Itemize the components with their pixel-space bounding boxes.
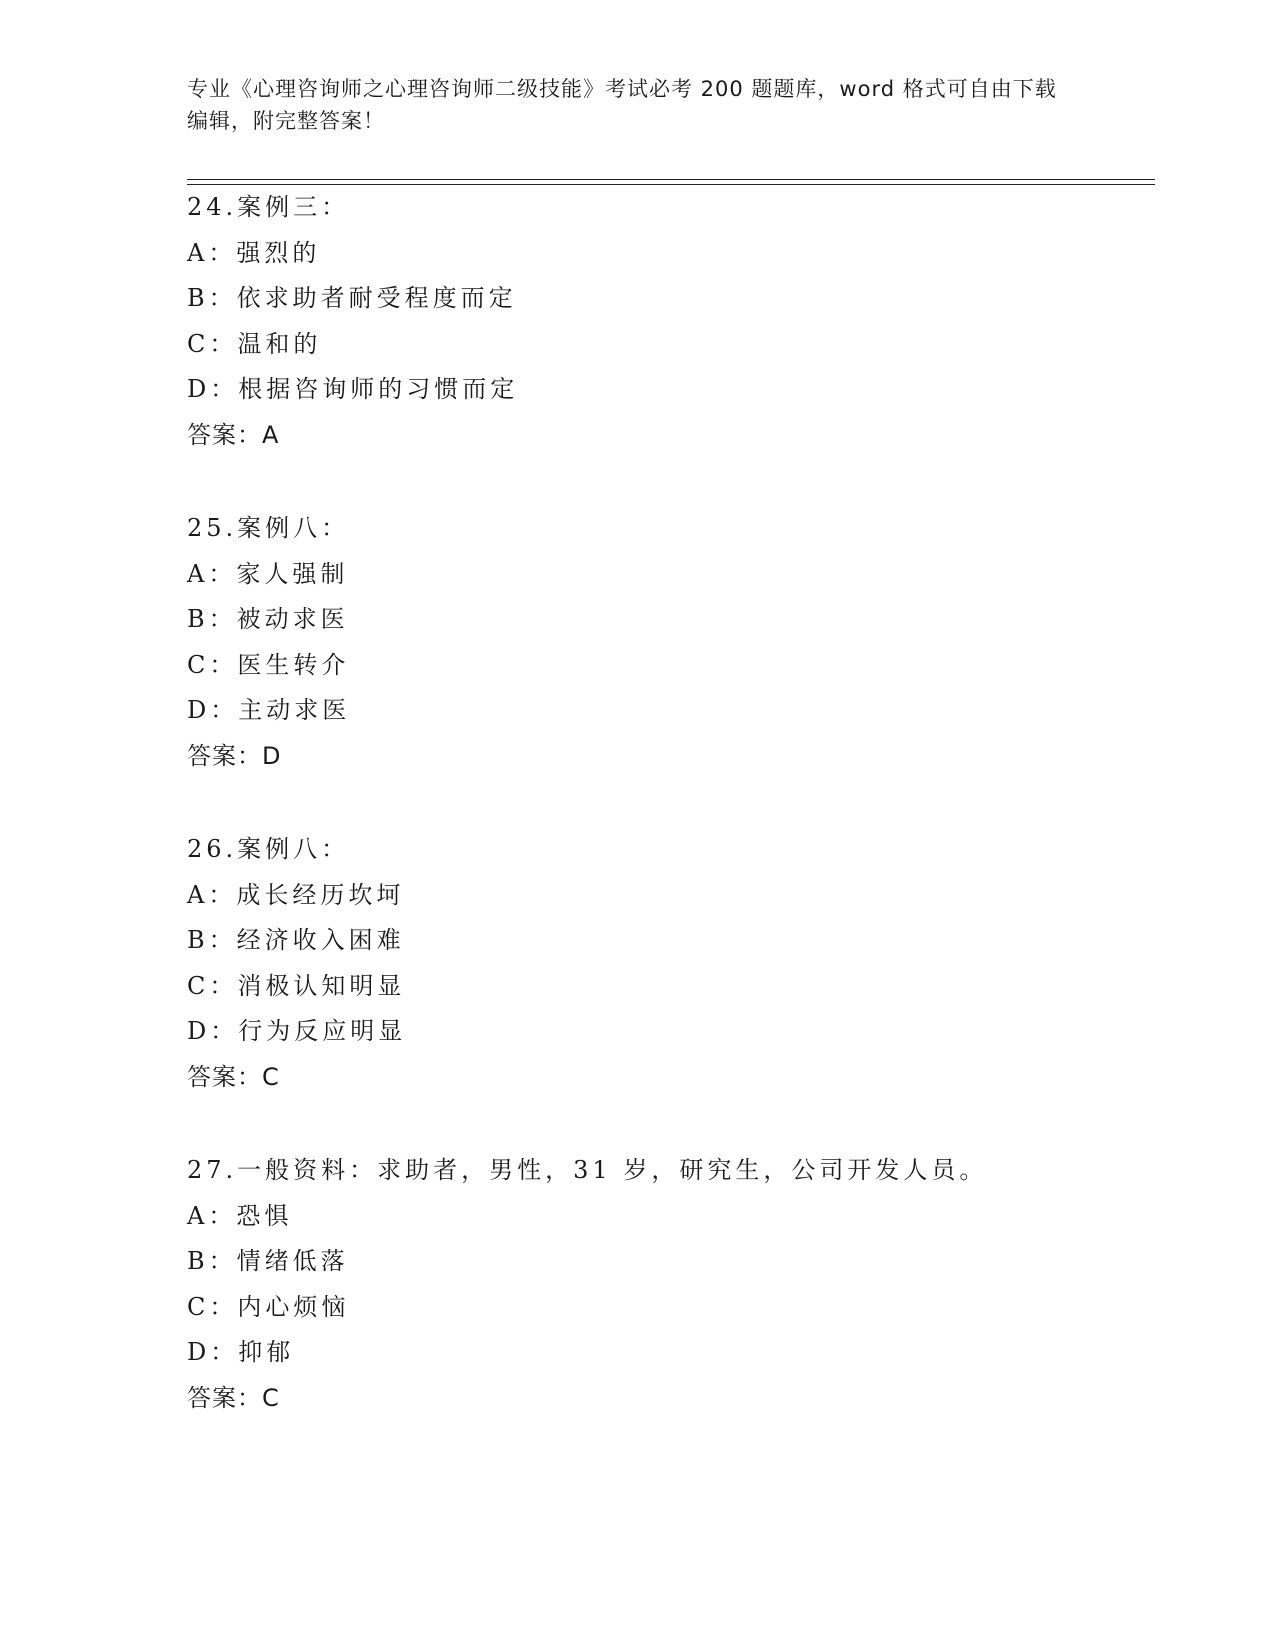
option-c: C：内心烦恼	[187, 1292, 350, 1321]
option-d: D：根据咨询师的习惯而定	[187, 375, 519, 404]
option-a: A：成长经历坎坷	[187, 880, 405, 909]
option-b: B：情绪低落	[187, 1247, 349, 1276]
option-b: B：依求助者耐受程度而定	[187, 284, 517, 313]
option-a: A：强烈的	[187, 238, 321, 267]
question-27	[187, 1148, 1155, 1422]
question-24	[187, 185, 1155, 459]
option-b: B：经济收入困难	[187, 926, 405, 955]
option-b: B：被动求医	[187, 605, 349, 634]
answer-line: 答案：A	[187, 420, 280, 449]
option-d: D：主动求医	[187, 696, 351, 725]
question-stem: 25.案例八：	[187, 514, 350, 542]
answer-line: 答案：D	[187, 741, 282, 770]
header-note: 专业《心理咨询师之心理咨询师二级技能》考试必考 200 题题库，word 格式可自由下载编辑，附完整答案！	[187, 77, 1057, 133]
answer-line: 答案：C	[187, 1062, 280, 1091]
question-stem: 27.一般资料：求助者，男性，31 岁，研究生，公司开发人员。	[187, 1156, 988, 1184]
question-25	[187, 506, 1155, 780]
option-c: C：医生转介	[187, 650, 350, 679]
question-stem: 26.案例八：	[187, 835, 350, 863]
option-c: C：消极认知明显	[187, 971, 406, 1000]
option-c: C：温和的	[187, 329, 322, 358]
option-a: A：恐惧	[187, 1201, 293, 1230]
question-26	[187, 827, 1155, 1101]
header-divider-top	[187, 179, 1155, 180]
option-d: D：抑郁	[187, 1338, 295, 1367]
option-a: A：家人强制	[187, 559, 349, 588]
option-d: D：行为反应明显	[187, 1017, 407, 1046]
question-stem: 24.案例三：	[187, 193, 350, 221]
answer-line: 答案：C	[187, 1383, 280, 1412]
